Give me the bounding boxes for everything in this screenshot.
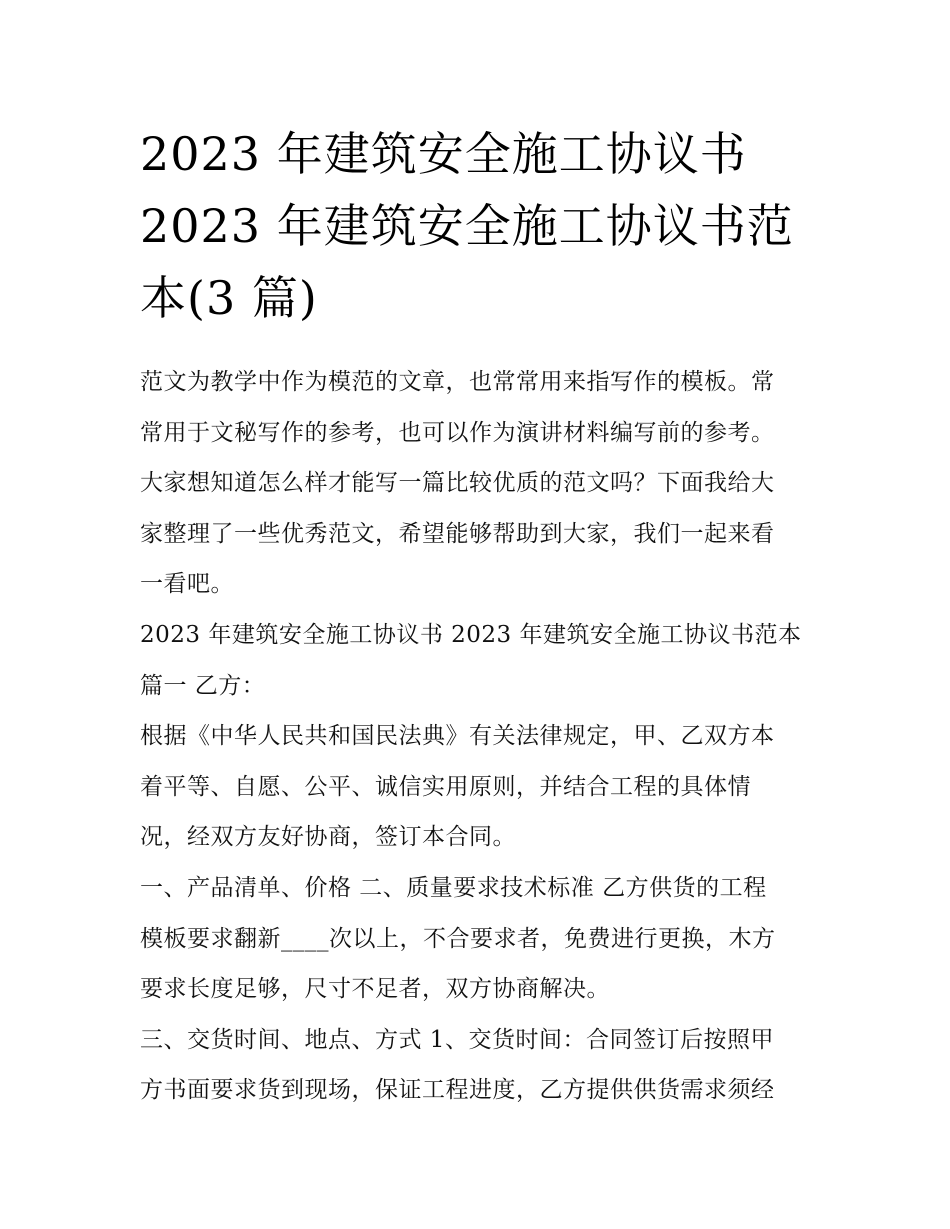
text-line: 况，经双方友好协商，签订本合同。 xyxy=(140,824,516,851)
text-line: 常用于文秘写作的参考，也可以作为演讲材料编写前的参考。 xyxy=(140,419,775,446)
text-line: 家整理了一些优秀范文，希望能够帮助到大家，我们一起来看 xyxy=(140,520,775,547)
text-line: 模板要求翻新____次以上，不合要求者，免费进行更换，木方 xyxy=(140,925,776,952)
paragraph-heading xyxy=(140,610,820,711)
paragraph-clause-3 xyxy=(140,1015,820,1116)
text-line: 篇一 乙方： xyxy=(140,672,266,699)
text-line: 着平等、自愿、公平、诚信实用原则，并结合工程的具体情 xyxy=(140,773,751,800)
document-body xyxy=(140,357,820,1116)
text-line: 范文为教学中作为模范的文章，也常常用来指写作的模板。常 xyxy=(140,369,775,395)
text-line: 三、交货时间、地点、方式 1、交货时间：合同签订后按照甲 xyxy=(140,1026,774,1053)
paragraph-intro xyxy=(140,357,820,610)
text-line: 大家想知道怎么样才能写一篇比较优质的范文吗？下面我给大 xyxy=(140,470,775,497)
paragraph-clause-1-2 xyxy=(140,863,820,1015)
title-line: 2023 年建筑安全施工协议书范 xyxy=(140,199,794,253)
title-line: 2023 年建筑安全施工协议书 xyxy=(140,127,747,181)
text-line: 一看吧。 xyxy=(140,571,234,598)
text-line: 要求长度足够，尺寸不足者，双方协商解决。 xyxy=(140,976,610,1003)
text-line: 2023 年建筑安全施工协议书 2023 年建筑安全施工协议书范本 xyxy=(140,621,802,648)
text-line: 方书面要求货到现场，保证工程进度，乙方提供供货需求须经 xyxy=(140,1077,775,1104)
title-line: 本(3 篇) xyxy=(140,271,318,325)
document-title xyxy=(140,118,820,334)
text-line: 一、产品清单、价格 二、质量要求技术标准 乙方供货的工程 xyxy=(140,874,767,901)
text-line: 根据《中华人民共和国民法典》有关法律规定，甲、乙双方本 xyxy=(140,723,775,750)
paragraph-basis xyxy=(140,711,820,863)
